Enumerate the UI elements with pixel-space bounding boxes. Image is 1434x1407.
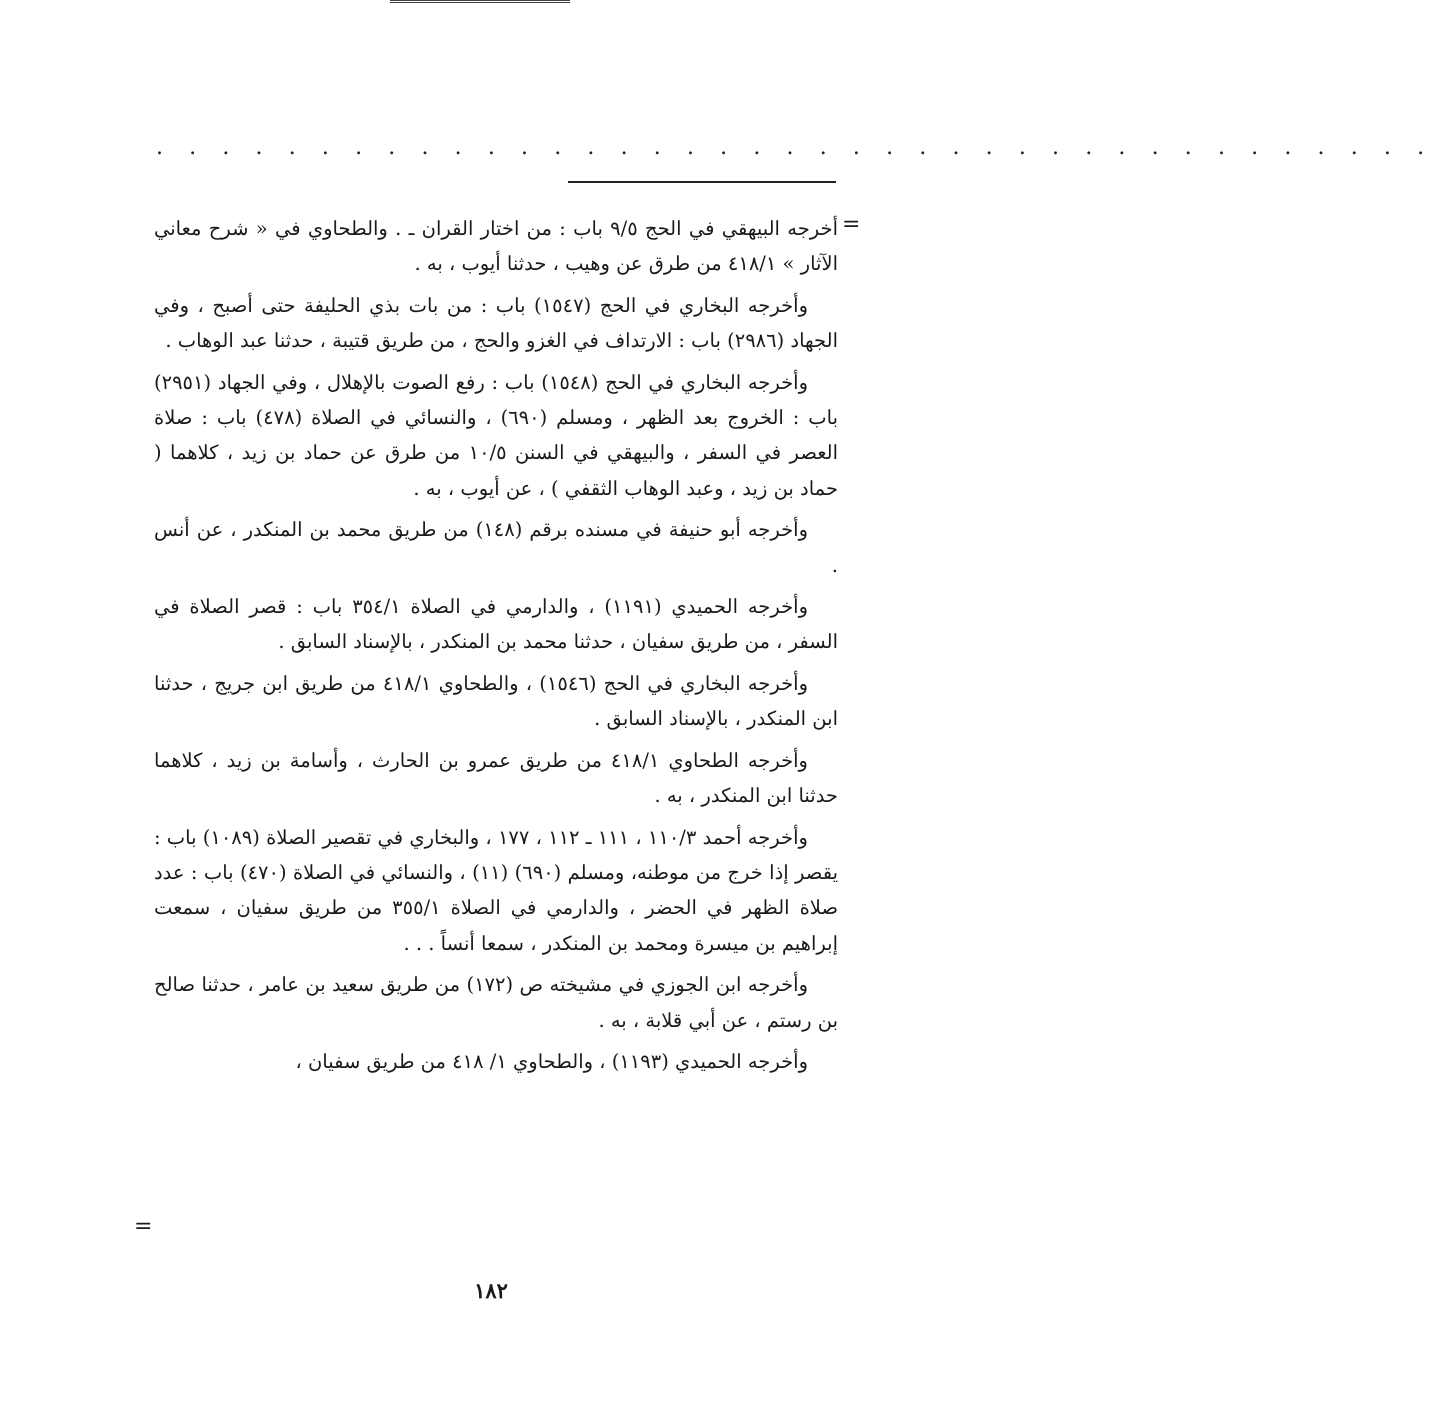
page-number: ١٨٢ — [474, 1278, 508, 1303]
footnote-paragraph: وأخرجه أحمد ١١٠/٣ ، ١١١ ـ ١١٢ ، ١٧٧ ، والبخاري في تقصير الصلاة (١٠٨٩) باب : يقصر إذا خرج من موطنه، ومسلم (٦٩٠) (١١) ، والنسائي في الصلاة (٤٧٠) باب : عدد صلاة الظهر في الحضر ، والدارمي في الصلاة ٣٥٥/١ من طريق سفيان ، سمعت إبراهيم بن ميسرة ومحمد بن المنكدر ، سمعا أنساً . . . — [154, 825, 839, 955]
footnote-paragraph: وأخرجه الحميدي (١١٩١) ، والدارمي في الصلاة ٣٥٤/١ باب : قصر الصلاة في السفر ، من طريق سفيان ، حدثنا محمد بن المنكدر ، بالإسناد السابق . — [154, 595, 838, 654]
footnote-separator — [568, 181, 836, 183]
footnote-paragraph: وأخرجه أبو حنيفة في مسنده برقم (١٤٨) من طريق محمد بن المنكدر ، عن أنس . — [154, 518, 838, 577]
footnote-paragraph: وأخرجه البخاري في الحج (١٥٤٧) باب : من بات بذي الحليفة حتى أصبح ، وفي الجهاد (٢٩٨٦) باب : الارتداف في الغزو والحج ، من طريق قتيبة ، حدثنا عبد الوهاب . — [154, 293, 838, 353]
dot-leader: . . . . . . . . . . . . . . . . . . . . . . . . . . . . . . . . . . . . . . . — [156, 135, 1434, 160]
footnote-paragraph: وأخرجه البخاري في الحج (١٥٤٦) ، والطحاوي ٤١٨/١ من طريق ابن جريج ، حدثنا ابن المنكدر ، بالإسناد السابق . — [154, 671, 838, 731]
footnote-paragraph: وأخرجه ابن الجوزي في مشيخته ص (١٧٢) من طريق سعيد بن عامر ، حدثنا صالح بن رستم ، عن أبي قلابة ، به . — [154, 973, 838, 1032]
header-rule — [390, 0, 570, 3]
footnote-paragraph: وأخرجه الحميدي (١١٩٣) ، والطحاوي ١/ ٤١٨ من طريق سفيان ، — [295, 1049, 808, 1073]
footnote-paragraph: أخرجه البيهقي في الحج ٩/٥ باب : من اختار القران ـ . والطحاوي في « شرح معاني الآثار » ٤١٨/١ من طرق عن وهيب ، حدثنا أيوب ، به . — [154, 217, 838, 276]
footnote-paragraph: وأخرجه البخاري في الحج (١٥٤٨) باب : رفع الصوت بالإهلال ، وفي الجهاد (٢٩٥١) باب : الخروج بعد الظهر ، ومسلم (٦٩٠) ، والنسائي في الصلاة (٤٧٨) باب : صلاة العصر في السفر ، والبيهقي في السنن ١٠/٥ من طرق عن حماد بن زيد ، كلاهما ( حماد بن زيد ، وعبد الوهاب الثقفي ) ، عن أيوب ، به . — [154, 370, 838, 500]
continuation-mark-start: = — [842, 212, 861, 237]
footnotes-body — [154, 211, 838, 1085]
continuation-mark-end: = — [134, 1214, 153, 1239]
footnote-paragraph: وأخرجه الطحاوي ٤١٨/١ من طريق عمرو بن الحارث ، وأسامة بن زيد ، كلاهما حدثنا ابن المنكدر ، به . — [154, 748, 838, 808]
